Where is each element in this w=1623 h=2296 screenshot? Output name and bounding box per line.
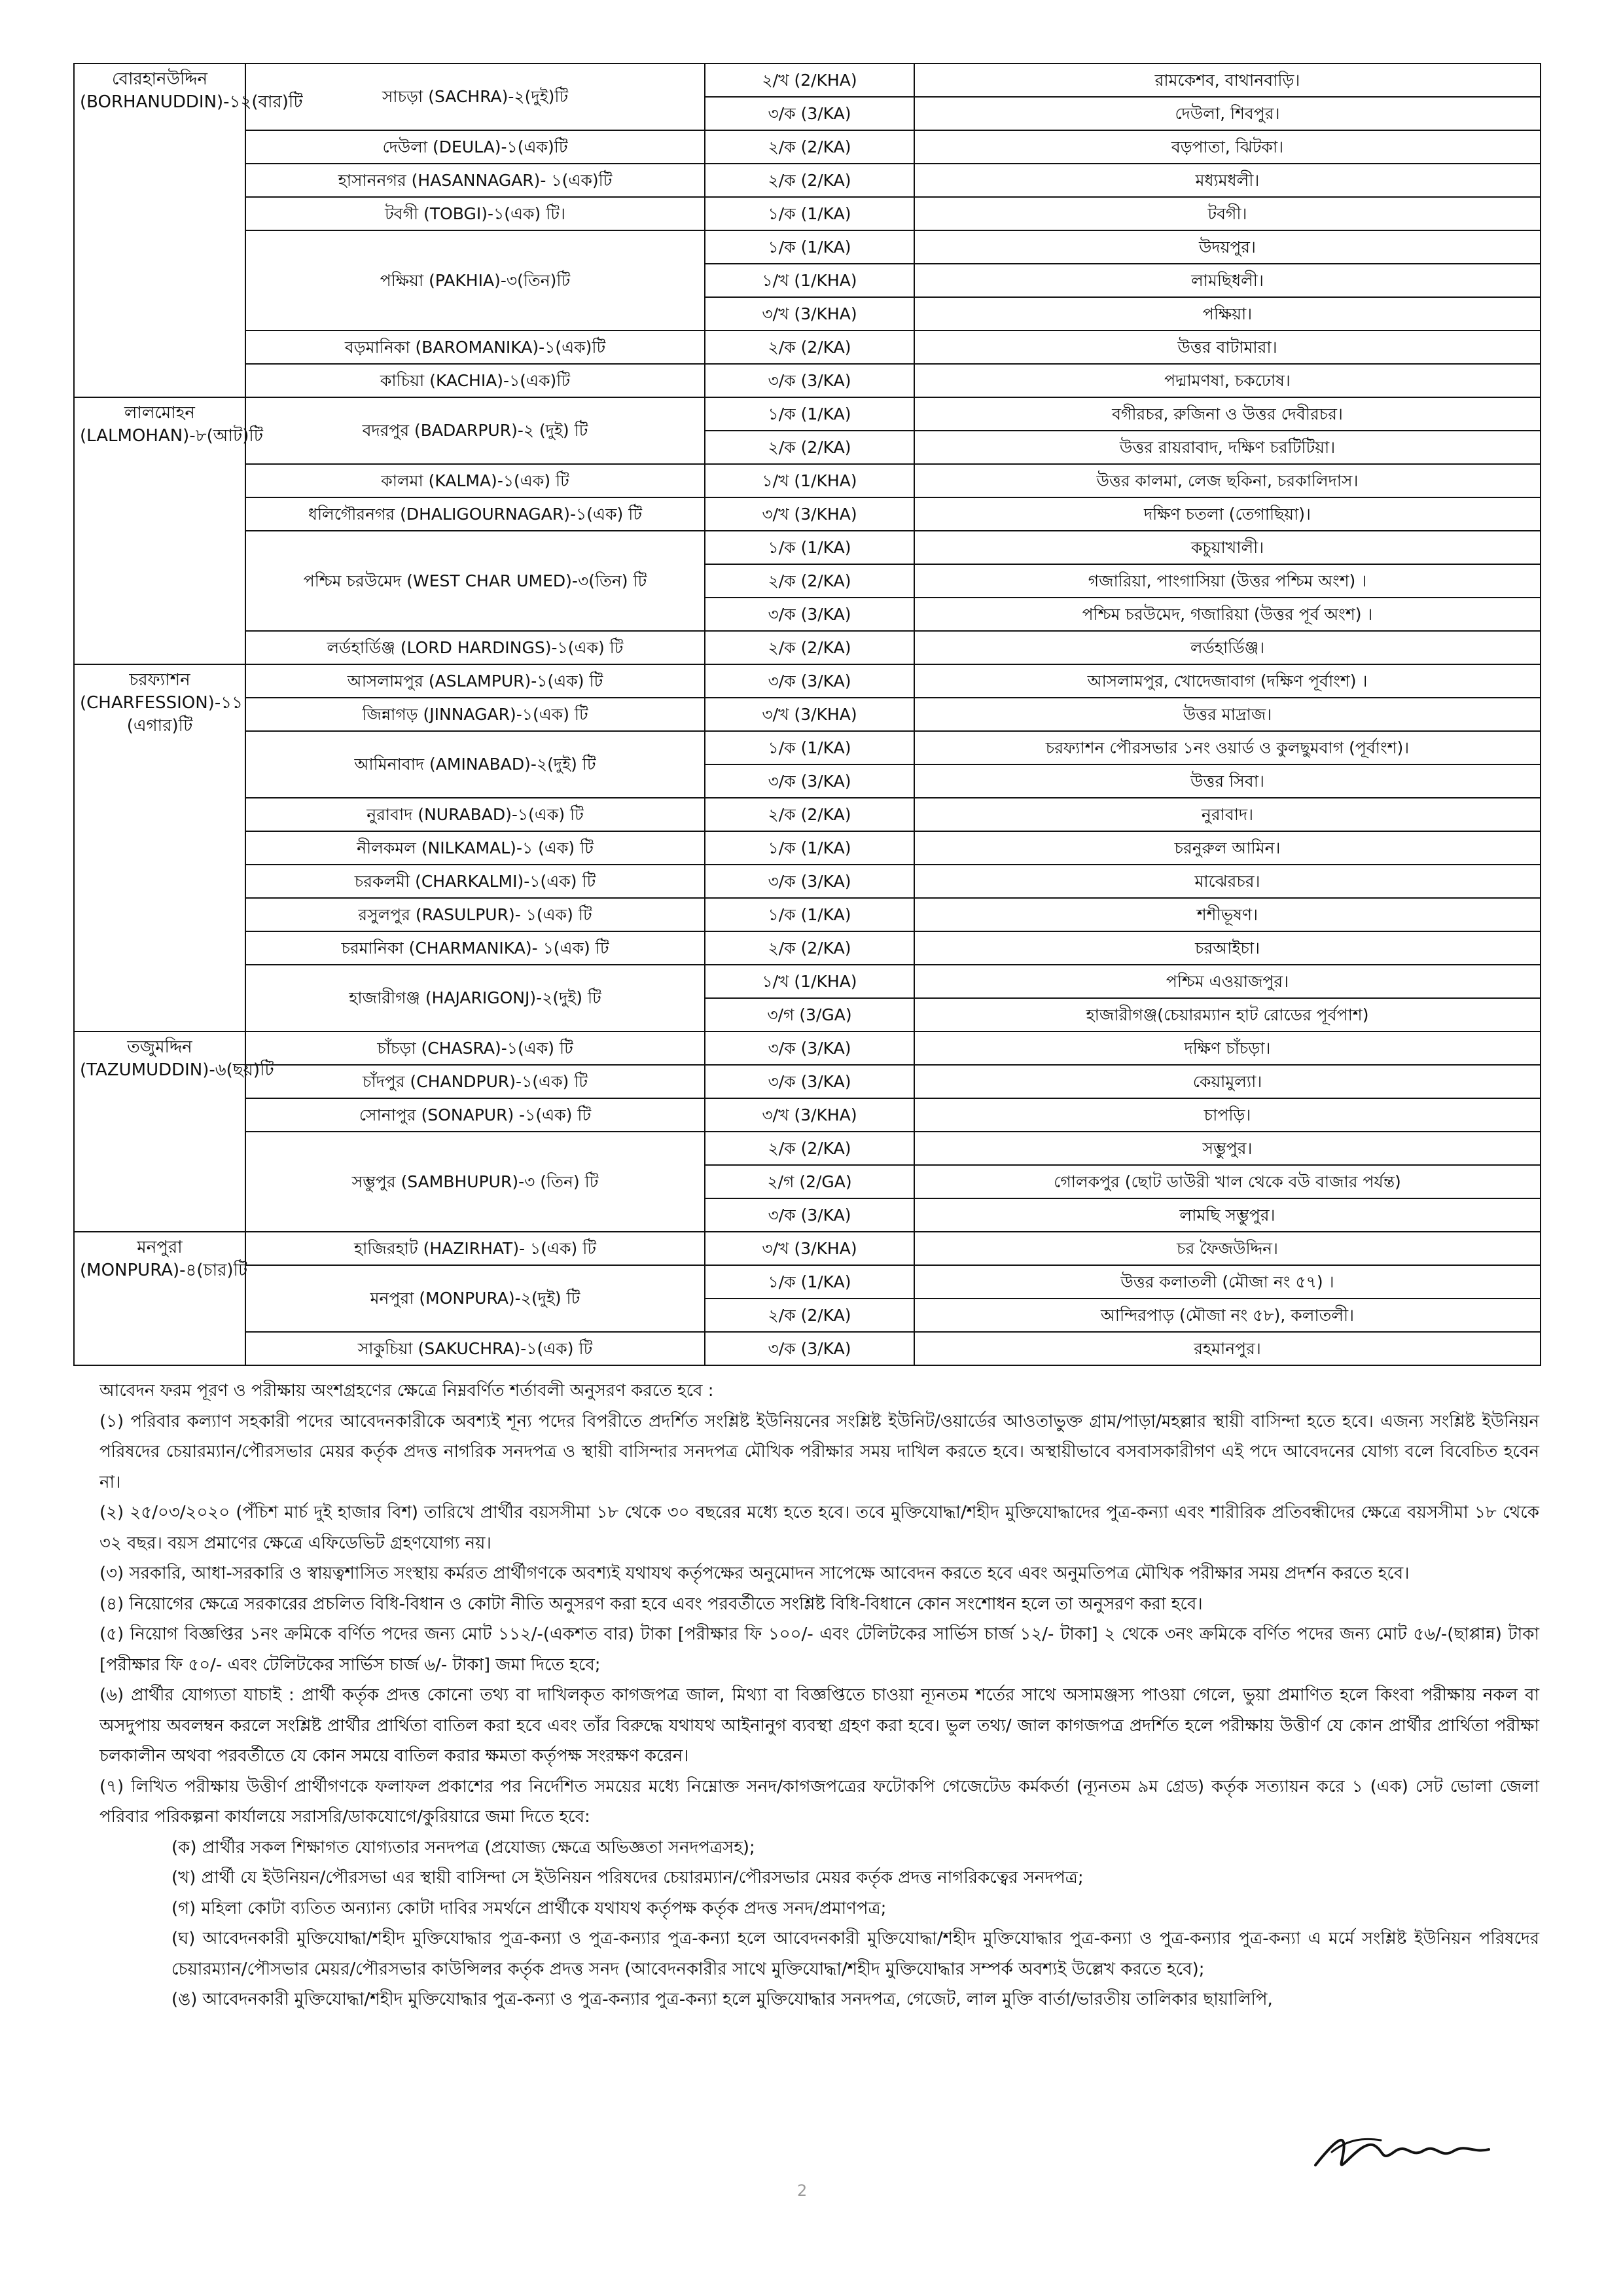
area-cell: চর ফৈজউদ্দিন।	[914, 1232, 1541, 1265]
union-cell: বড়মানিকা (BAROMANIKA)-১(এক)টি	[245, 331, 705, 364]
union-cell: হাজিরহাট (HAZIRHAT)- ১(এক) টি	[245, 1232, 705, 1265]
table-row	[74, 1232, 1541, 1265]
upazila-cell: লালমোহন (LALMOHAN)-৮(আট)টি	[74, 397, 245, 664]
union-cell: সাচড়া (SACHRA)-২(দুই)টি	[245, 63, 705, 130]
area-cell: গোলকপুর (ছোট ডাউরী খাল থেকে বউ বাজার পর্যন্ত)	[914, 1165, 1541, 1198]
table-row	[74, 965, 1541, 998]
table-row	[74, 698, 1541, 731]
area-cell: পদ্মামণষা, চকঢোষ।	[914, 364, 1541, 397]
union-cell: জিন্নাগড় (JINNAGAR)-১(এক) টি	[245, 698, 705, 731]
area-cell: কচুয়াখালী।	[914, 531, 1541, 564]
table-row	[74, 130, 1541, 164]
area-cell: পক্ষিয়া।	[914, 297, 1541, 331]
table-row	[74, 931, 1541, 965]
area-cell: লামছি সম্ভুপুর।	[914, 1198, 1541, 1232]
unit-cell: ১/ক (1/KA)	[705, 197, 914, 230]
area-cell: সম্ভুপুর।	[914, 1132, 1541, 1165]
union-cell: টবগী (TOBGI)-১(এক) টি।	[245, 197, 705, 230]
table-row	[74, 197, 1541, 230]
table-row	[74, 1098, 1541, 1132]
table-row	[74, 1265, 1541, 1299]
area-cell: গজারিয়া, পাংগাসিয়া (উত্তর পশ্চিম অংশ) ।	[914, 564, 1541, 598]
unit-cell: ১/ক (1/KA)	[705, 230, 914, 264]
unit-cell: ৩/ক (3/KA)	[705, 1198, 914, 1232]
area-cell: দেউলা, শিবপুর।	[914, 97, 1541, 130]
table-row	[74, 898, 1541, 931]
union-cell: রসুলপুর (RASULPUR)- ১(এক) টি	[245, 898, 705, 931]
area-cell: চরফ্যাশন পৌরসভার ১নং ওয়ার্ড ও কুলছুমবাগ (পূর্বাংশ)।	[914, 731, 1541, 764]
unit-cell: ১/ক (1/KA)	[705, 531, 914, 564]
table-row	[74, 631, 1541, 664]
area-cell: শশীভূষণ।	[914, 898, 1541, 931]
union-cell: দেউলা (DEULA)-১(এক)টি	[245, 130, 705, 164]
table-row	[74, 1332, 1541, 1365]
unit-cell: ১/ক (1/KA)	[705, 831, 914, 865]
area-cell: উত্তর কলাতলী (মৌজা নং ৫৭) ।	[914, 1265, 1541, 1299]
upazila-cell: মনপুরা (MONPURA)-৪(চার)টি	[74, 1232, 245, 1365]
unit-cell: ১/খ (1/KHA)	[705, 965, 914, 998]
area-cell: উত্তর বাটামারা।	[914, 331, 1541, 364]
unit-cell: ২/ক (2/KA)	[705, 631, 914, 664]
table-row	[74, 798, 1541, 831]
area-cell: লামছিধলী।	[914, 264, 1541, 297]
union-cell: আসলামপুর (ASLAMPUR)-১(এক) টি	[245, 664, 705, 698]
union-cell: চাঁদপুর (CHANDPUR)-১(এক) টি	[245, 1065, 705, 1098]
table-row	[74, 531, 1541, 564]
table-row	[74, 731, 1541, 764]
unit-cell: ১/ক (1/KA)	[705, 731, 914, 764]
area-cell: রহমানপুর।	[914, 1332, 1541, 1365]
upazila-cell: চরফ্যাশন (CHARFESSION)-১১ (এগার)টি	[74, 664, 245, 1031]
page-number: 2	[797, 2181, 808, 2200]
union-cell: চরকলমী (CHARKALMI)-১(এক) টি	[245, 865, 705, 898]
area-cell: আন্দিরপাড় (মৌজা নং ৫৮), কলাতলী।	[914, 1299, 1541, 1332]
area-cell: নুরাবাদ।	[914, 798, 1541, 831]
unit-cell: ১/খ (1/KHA)	[705, 264, 914, 297]
unit-cell: ২/খ (2/KHA)	[705, 63, 914, 97]
table-row	[74, 364, 1541, 397]
unit-cell: ৩/ক (3/KA)	[705, 865, 914, 898]
table-row	[74, 1065, 1541, 1098]
conditions-section	[99, 1376, 1539, 2015]
area-cell: উত্তর কালমা, লেজ ছকিনা, চরকালিদাস।	[914, 464, 1541, 497]
area-cell: উত্তর মাদ্রাজ।	[914, 698, 1541, 731]
unit-cell: ৩/খ (3/KHA)	[705, 1232, 914, 1265]
area-cell: টবগী।	[914, 197, 1541, 230]
union-cell: সোনাপুর (SONAPUR) -১(এক) টি	[245, 1098, 705, 1132]
unit-cell: ৩/ক (3/KA)	[705, 598, 914, 631]
table-row	[74, 331, 1541, 364]
union-cell: ধলিগৌরনগর (DHALIGOURNAGAR)-১(এক) টি	[245, 497, 705, 531]
condition-item: (২) ২৫/০৩/২০২০ (পঁচিশ মার্চ দুই হাজার বিশ) তারিখে প্রার্থীর বয়সসীমা ১৮ থেকে ৩০ বছরের মধ্যে হতে হবে। তবে মুক্তিযোদ্ধা/শহীদ মুক্তিযোদ্ধাদের পুত্র-কন্যা এবং শারীরিক প্রতিবন্ধীদের ক্ষেত্রে বয়সসীমা ১৮ থেকে ৩২ বছর। বয়স প্রমাণের ক্ষেত্রে এফিডেভিট গ্রহণযোগ্য নয়।	[99, 1503, 1539, 1553]
table-row	[74, 664, 1541, 698]
area-cell: বগীরচর, রুজিনা ও উত্তর দেবীরচর।	[914, 397, 1541, 431]
area-cell: আসলামপুর, খোদেজাবাগ (দক্ষিণ পূর্বাংশ) ।	[914, 664, 1541, 698]
condition-item: (৬) প্রার্থীর যোগ্যতা যাচাই : প্রার্থী কর্তৃক প্রদত্ত কোনো তথ্য বা দাখিলকৃত কাগজপত্র জাল, মিথ্যা বা বিজ্ঞপ্তিতে চাওয়া ন্যূনতম শর্তের সাথে অসামঞ্জস্য পাওয়া গেলে, ভুয়া প্রমাণিত হলে কিংবা পরীক্ষায় নকল বা অসদুপায় অবলম্বন করলে সংশ্লিষ্ট প্রার্থীর প্রার্থিতা বাতিল করা হবে এবং তাঁর বিরুদ্ধে যথাযথ আইনানুগ ব্যবস্থা গ্রহণ করা হবে। ভুল তথ্য/ জাল কাগজপত্র প্রদর্শিত হলে পরীক্ষায় উত্তীর্ণ যে কোন প্রার্থীর প্রার্থিতা পরীক্ষা চলকালীন অথবা পরবর্তীতে যে কোন সময়ে বাতিল করার ক্ষমতা কর্তৃপক্ষ সংরক্ষণ করেন।	[99, 1685, 1539, 1766]
condition-item: (৭) লিখিত পরীক্ষায় উত্তীর্ণ প্রার্থীগণকে ফলাফল প্রকাশের পর নির্দেশিত সময়ের মধ্যে নিম্নোক্ত সনদ/কাগজপত্রের ফটোকপি গেজেটেড কর্মকর্তা (ন্যূনতম ৯ম গ্রেড) কর্তৃক সত্যায়ন করে ১ (এক) সেট ভোলা জেলা পরিবার পরিকল্পনা কার্যালয়ে সরাসরি/ডাকযোগে/কুরিয়ারে জমা দিতে হবে:	[99, 1776, 1540, 1827]
union-cell: পক্ষিয়া (PAKHIA)-৩(তিন)টি	[245, 230, 705, 331]
table-row	[74, 831, 1541, 865]
area-cell: কেয়ামুল্যা।	[914, 1065, 1541, 1098]
area-cell: উত্তর সিবা।	[914, 764, 1541, 798]
table-row	[74, 497, 1541, 531]
area-cell: পশ্চিম চরউমেদ, গজারিয়া (উত্তর পূর্ব অংশ) ।	[914, 598, 1541, 631]
area-cell: রামকেশব, বাথানবাড়ি।	[914, 63, 1541, 97]
unit-cell: ১/খ (1/KHA)	[705, 464, 914, 497]
unit-cell: ৩/খ (3/KHA)	[705, 297, 914, 331]
unit-cell: ১/ক (1/KA)	[705, 1265, 914, 1299]
table-row	[74, 63, 1541, 97]
unit-cell: ৩/ক (3/KA)	[705, 97, 914, 130]
unit-cell: ৩/খ (3/KHA)	[705, 1098, 914, 1132]
table-row	[74, 464, 1541, 497]
union-cell: নীলকমল (NILKAMAL)-১ (এক) টি	[245, 831, 705, 865]
upazila-cell: তজুমদ্দিন (TAZUMUDDIN)-৬(ছয়)টি	[74, 1031, 245, 1232]
area-cell: হাজারীগঞ্জ(চেয়ারম্যান হাট রোডের পূর্বপাশ)	[914, 998, 1541, 1031]
vacancy-table-body	[74, 63, 1541, 1365]
table-row	[74, 397, 1541, 431]
unit-cell: ২/ক (2/KA)	[705, 564, 914, 598]
union-cell: হাজারীগঞ্জ (HAJARIGONJ)-২(দুই) টি	[245, 965, 705, 1031]
condition-subitem: (খ) প্রার্থী যে ইউনিয়ন/পৌরসভা এর স্থায়ী বাসিন্দা সে ইউনিয়ন পরিষদের চেয়ারম্যান/পৌরসভার মেয়র কর্তৃক প্রদত্ত নাগরিকত্বের সনদপত্র;	[171, 1868, 1084, 1888]
condition-subitem: (ঘ) আবেদনকারী মুক্তিযোদ্ধা/শহীদ মুক্তিযোদ্ধার পুত্র-কন্যা ও পুত্র-কন্যার পুত্র-কন্যা হলে আবেদনকারী মুক্তিযোদ্ধা/শহীদ মুক্তিযোদ্ধার পুত্র-কন্যা ও পুত্র-কন্যার পুত্র-কন্যা এ মর্মে সংশ্লিষ্ট ইউনিয়ন পরিষদের চেয়ারম্যান/পৌসভার মেয়র/পৌরসভার কাউন্সিলর কর্তৃক প্রদত্ত সনদ (আবেদনকারীর সাথে মুক্তিযোদ্ধা/শহীদ মুক্তিযোদ্ধার সম্পর্ক অবশ্যই উল্লেখ করতে হবে);	[171, 1929, 1539, 1979]
unit-cell: ২/ক (2/KA)	[705, 931, 914, 965]
condition-subitem: (ঙ) আবেদনকারী মুক্তিযোদ্ধা/শহীদ মুক্তিযোদ্ধার পুত্র-কন্যা ও পুত্র-কন্যার পুত্র-কন্যা হলে মুক্তিযোদ্ধার সনদপত্র, গেজেট, লাল মুক্তি বার্তা/ভারতীয় তালিকার ছায়ালিপি,	[171, 1990, 1273, 2009]
unit-cell: ৩/ক (3/KA)	[705, 664, 914, 698]
condition-item: (৪) নিয়োগের ক্ষেত্রে সরকারের প্রচলিত বিধি-বিধান ও কোটা নীতি অনুসরণ করা হবে এবং পরবর্তীতে সংশ্লিষ্ট বিধি-বিধানে কোন সংশোধন হলে তা অনুসরণ করা হবে।	[99, 1594, 1203, 1614]
area-cell: মধ্যমধলী।	[914, 164, 1541, 197]
condition-item: (১) পরিবার কল্যাণ সহকারী পদের আবেদনকারীকে অবশ্যই শূন্য পদের বিপরীতে প্রদর্শিত সংশ্লিষ্ট ইউনিয়নের সংশ্লিষ্ট ইউনিট/ওয়ার্ডের আওতাভুক্ত গ্রাম/পাড়া/মহল্লার স্থায়ী বাসিন্দা হতে হবে। এজন্য সংশ্লিষ্ট ইউনিয়ন পরিষদের চেয়ারম্যান/পৌরসভার মেয়র কর্তৃক প্রদত্ত নাগরিক সনদপত্র ও স্থায়ী বাসিন্দার সনদপত্র মৌখিক পরীক্ষার সময় দাখিল করতে হবে। অস্থায়ীভাবে বসবাসকারীগণ এই পদে আবেদনের যোগ্য বলে বিবেচিত হবেন না।	[99, 1411, 1539, 1492]
union-cell: নুরাবাদ (NURABAD)-১(এক) টি	[245, 798, 705, 831]
unit-cell: ২/ক (2/KA)	[705, 1299, 914, 1332]
unit-cell: ২/ক (2/KA)	[705, 130, 914, 164]
area-cell: দক্ষিণ চাঁচড়া।	[914, 1031, 1541, 1065]
area-cell: উদয়পুর।	[914, 230, 1541, 264]
vacancy-table	[73, 63, 1541, 1366]
unit-cell: ৩/ক (3/KA)	[705, 364, 914, 397]
unit-cell: ৩/গ (3/GA)	[705, 998, 914, 1031]
union-cell: বদরপুর (BADARPUR)-২ (দুই) টি	[245, 397, 705, 464]
table-row	[74, 164, 1541, 197]
union-cell: সম্ভুপুর (SAMBHUPUR)-৩ (তিন) টি	[245, 1132, 705, 1232]
unit-cell: ৩/ক (3/KA)	[705, 1031, 914, 1065]
union-cell: আমিনাবাদ (AMINABAD)-২(দুই) টি	[245, 731, 705, 798]
area-cell: পশ্চিম এওয়াজপুর।	[914, 965, 1541, 998]
unit-cell: ৩/খ (3/KHA)	[705, 698, 914, 731]
area-cell: চরনুরুল আমিন।	[914, 831, 1541, 865]
area-cell: উত্তর রায়রাবাদ, দক্ষিণ চরটিটিয়া।	[914, 431, 1541, 464]
unit-cell: ২/ক (2/KA)	[705, 331, 914, 364]
table-row	[74, 230, 1541, 264]
unit-cell: ২/ক (2/KA)	[705, 798, 914, 831]
unit-cell: ২/ক (2/KA)	[705, 431, 914, 464]
table-row	[74, 865, 1541, 898]
unit-cell: ৩/ক (3/KA)	[705, 1332, 914, 1365]
area-cell: দক্ষিণ চতলা (তেগাছিয়া)।	[914, 497, 1541, 531]
condition-item: (৩) সরকারি, আধা-সরকারি ও স্বায়ত্বশাসিত সংস্থায় কর্মরত প্রার্থীগণকে অবশ্যই যথাযথ কর্তৃপক্ষের অনুমোদন সাপেক্ষে আবেদন করতে হবে এবং অনুমতিপত্র মৌখিক পরীক্ষার সময় প্রদর্শন করতে হবে।	[99, 1564, 1410, 1583]
union-cell: কাচিয়া (KACHIA)-১(এক)টি	[245, 364, 705, 397]
unit-cell: ২/ক (2/KA)	[705, 164, 914, 197]
area-cell: মাঝেরচর।	[914, 865, 1541, 898]
unit-cell: ২/গ (2/GA)	[705, 1165, 914, 1198]
signature	[1302, 2126, 1499, 2178]
table-row	[74, 1031, 1541, 1065]
union-cell: লর্ডহার্ডিঞ্জ (LORD HARDINGS)-১(এক) টি	[245, 631, 705, 664]
union-cell: হাসাননগর (HASANNAGAR)- ১(এক)টি	[245, 164, 705, 197]
conditions-intro: আবেদন ফরম পূরণ ও পরীক্ষায় অংশগ্রহণের ক্ষেত্রে নিম্নবর্ণিত শর্তাবলী অনুসরণ করতে হবে :	[99, 1381, 714, 1401]
unit-cell: ৩/খ (3/KHA)	[705, 497, 914, 531]
union-cell: পশ্চিম চরউমেদ (WEST CHAR UMED)-৩(তিন) টি	[245, 531, 705, 631]
unit-cell: ১/ক (1/KA)	[705, 898, 914, 931]
union-cell: চাঁচড়া (CHASRA)-১(এক) টি	[245, 1031, 705, 1065]
condition-item: (৫) নিয়োগ বিজ্ঞপ্তির ১নং ক্রমিকে বর্ণিত পদের জন্য মোট ১১২/-(একশত বার) টাকা [পরীক্ষার ফি ১০০/- এবং টেলিটকের সার্ভিস চার্জ ১২/- টাকা] ২ থেকে ৩নং ক্রমিকে বর্ণিত পদের জন্য মোট ৫৬/-(ছাপ্পান্ন) টাকা [পরীক্ষার ফি ৫০/- এবং টেলিটকের সার্ভিস চার্জ ৬/- টাকা] জমা দিতে হবে;	[99, 1624, 1539, 1675]
unit-cell: ২/ক (2/KA)	[705, 1132, 914, 1165]
area-cell: বড়পাতা, ঝিটকা।	[914, 130, 1541, 164]
union-cell: চরমানিকা (CHARMANIKA)- ১(এক) টি	[245, 931, 705, 965]
upazila-cell: বোরহানউদ্দিন (BORHANUDDIN)-১২(বার)টি	[74, 63, 245, 397]
unit-cell: ৩/ক (3/KA)	[705, 1065, 914, 1098]
union-cell: মনপুরা (MONPURA)-২(দুই) টি	[245, 1265, 705, 1332]
table-row	[74, 1132, 1541, 1165]
condition-subitem: (গ) মহিলা কোটা ব্যতিত অন্যান্য কোটা দাবির সমর্থনে প্রার্থীকে যথাযথ কর্তৃপক্ষ কর্তৃক প্রদত্ত সনদ/প্রমাণপত্র;	[171, 1898, 887, 1918]
condition-subitem: (ক) প্রার্থীর সকল শিক্ষাগত যোগ্যতার সনদপত্র (প্রযোজ্য ক্ষেত্রে অভিজ্ঞতা সনদপত্রসহ);	[171, 1837, 755, 1857]
union-cell: সাকুচিয়া (SAKUCHRA)-১(এক) টি	[245, 1332, 705, 1365]
area-cell: চরআইচা।	[914, 931, 1541, 965]
union-cell: কালমা (KALMA)-১(এক) টি	[245, 464, 705, 497]
unit-cell: ৩/ক (3/KA)	[705, 764, 914, 798]
unit-cell: ১/ক (1/KA)	[705, 397, 914, 431]
area-cell: লর্ডহার্ডিঞ্জ।	[914, 631, 1541, 664]
area-cell: চাপড়ি।	[914, 1098, 1541, 1132]
